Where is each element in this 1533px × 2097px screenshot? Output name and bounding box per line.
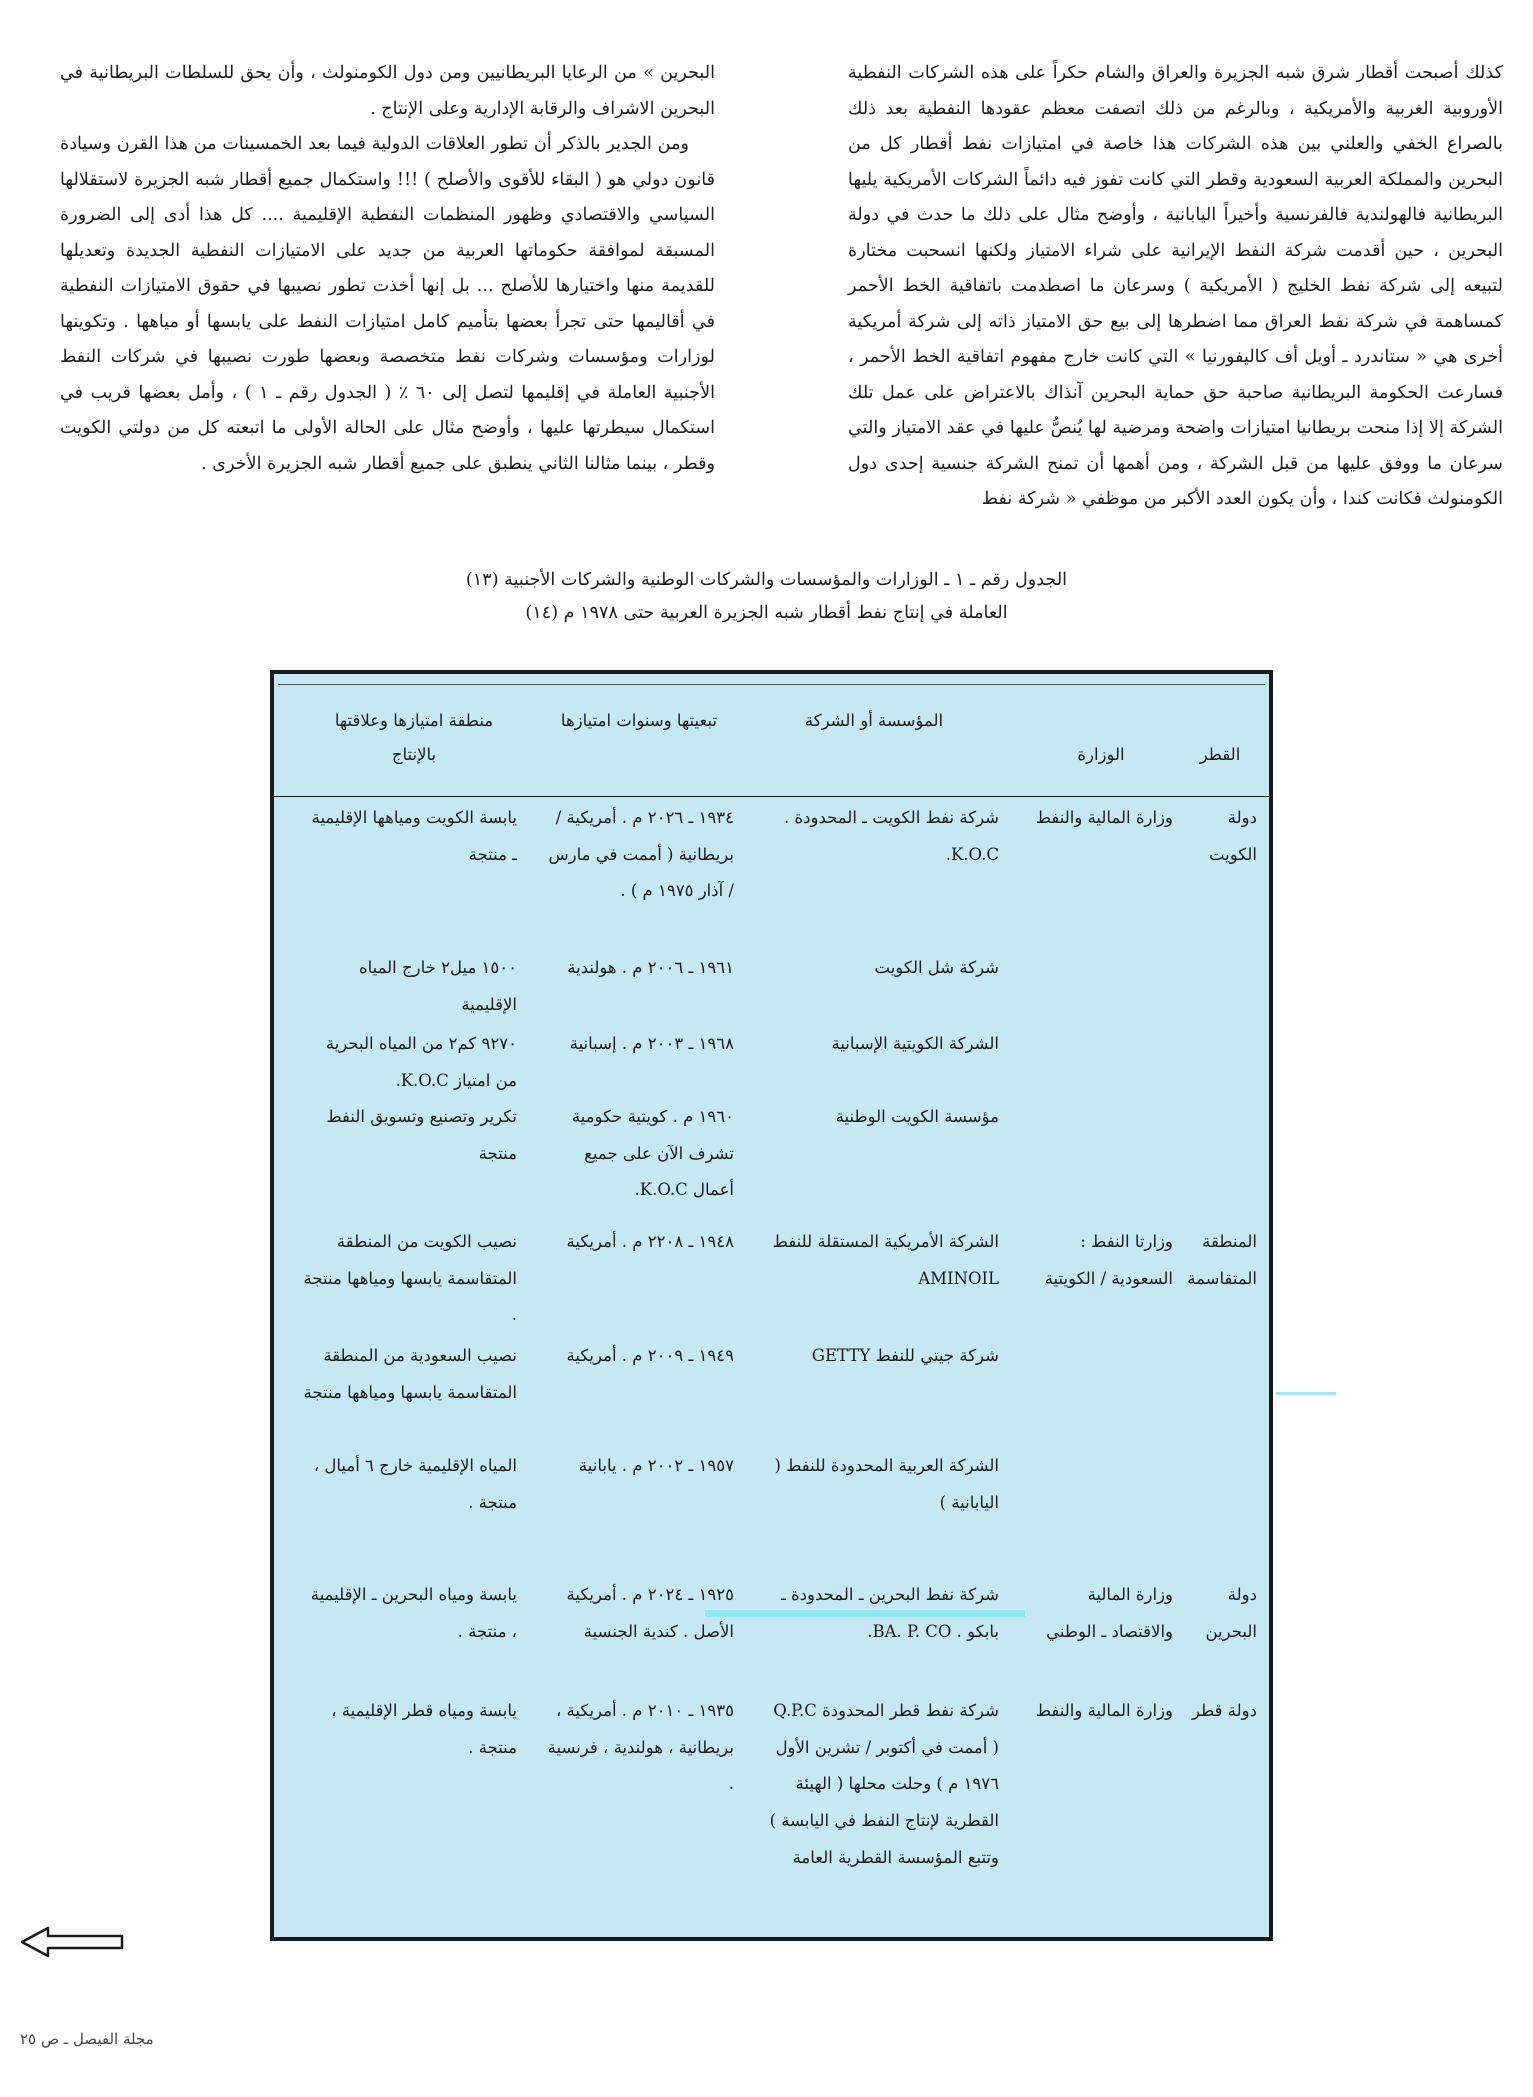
cell-affiliation: ١٩٣٤ ـ ٢٠٢٦ م . أمريكية / بريطانية ( أممت في مارس / آذار ١٩٧٥ م ) . — [548, 808, 734, 901]
cell-zone: يابسة ومياه قطر الإقليمية ، منتجة . — [331, 1701, 517, 1757]
cell-affiliation: ١٩٦٨ ـ ٢٠٠٣ م . إسبانية — [569, 1034, 734, 1053]
cell-ministry: وزارة المالية والنفط — [1035, 808, 1173, 827]
cell-affiliation: ١٩٦٠ م . كويتية حكومية تشرف الآن على جميع أعمال K.O.C. — [571, 1107, 734, 1200]
cell-zone: المياه الإقليمية خارج ٦ أميال ، منتجة . — [313, 1456, 517, 1512]
cell-company: الشركة الأمريكية المستقلة للنفط AMINOIL — [772, 1232, 999, 1288]
cell-company: شركة نفط الكويت ـ المحدودة . K.O.C. — [784, 808, 999, 864]
header-zone: منطقة امتيازها وعلاقتها بالإنتاج — [334, 711, 494, 764]
cell-company: شركة نفط قطر المحدودة Q.P.C ( أممت في أكتوبر / تشرين الأول ١٩٧٦ م ) وحلت محلها ( الهيئة القطرية لإنتاج النفط في اليابسة ) وتتبع المؤسسة القطرية العامة — [769, 1701, 999, 1867]
cell-ministry: وزارة المالية والاقتصاد ـ الوطني — [1046, 1585, 1173, 1641]
cell-country: المنطقة المتقاسمة — [1187, 1232, 1257, 1288]
cell-company: شركة جيتي للنفط GETTY — [811, 1346, 999, 1365]
cell-country: دولة البحرين — [1205, 1585, 1257, 1641]
cell-zone: نصيب السعودية من المنطقة المتقاسمة يابسها ومياهها منتجة — [303, 1346, 517, 1402]
page-footer: مجلة الفيصل ـ ص ٢٥ — [20, 2030, 154, 2048]
cell-country: دولة قطر — [1192, 1701, 1257, 1720]
cell-zone: ١٥٠٠ ميل٢ خارج المياه الإقليمية — [358, 958, 517, 1014]
paragraph: ومن الجدير بالذكر أن تطور العلاقات الدولية فيما بعد الخمسينات من هذا القرن وسيادة قانون دولي هو ( البقاء للأقوى والأصلح ) !!! واستكمال جميع أقطار شبه الجزيرة لاستقلالها السياسي والاقتصادي وظهور المنظمات النفطية الإقليمية .... كل هذا أدى إلى الضرورة المسبقة لموافقة حكوماتها العربية من جديد على الامتيازات النفطية الجديدة وتعديلها للقديمة منها واختيارها للأصلح ... بل إنها أخذت تطور نصيبها في حقوق الامتيازات النفطية في أقاليمها حتى تجرأ بعضها بتأميم كامل امتيازات النفط على يابسها أو مياهها . وتكوينها لوزارات ومؤسسات وشركات نفط متخصصة وبعضها طورت نصيبها في شركات النفط الأجنبية العاملة في إقليمها لتصل إلى ٦٠ ٪ ( الجدول رقم ـ ١ ) ، وأمل بعضها قريب في استكمال سيطرتها عليها ، وأوضح مثال على الحالة الأولى ما اتبعته كل من دولتي الكويت وقطر ، بينما مثالنا الثاني ينطبق على جميع أقطار شبه الجزيرة الأخرى . — [60, 134, 715, 474]
highlight-mark — [705, 1610, 1025, 1617]
table-caption-line: الجدول رقم ـ ١ ـ الوزارات والمؤسسات والشركات الوطنية والشركات الأجنبية (١٣) — [465, 570, 1068, 590]
paragraph: كذلك أصبحت أقطار شرق شبه الجزيرة والعراق والشام حكراً على هذه الشركات النفطية الأوروبية الغربية والأمريكية ، وبالرغم من ذلك اتصفت معظم عقودها النفطية بعد ذلك بالصراع الخفي والعلني بين هذه الشركات هذا خاصة في امتيازات نفط أقطار كل من البحرين والمملكة العربية السعودية وقطر التي كانت تفوز فيه دائماً الشركات الأمريكية يليها البريطانية فالهولندية فالفرنسية وأخيراً اليابانية ، وأوضح مثال على ذلك ما حدث في دولة البحرين ، حين أقدمت شركة النفط الإيرانية على شراء الامتياز ولكنها انسحبت مختارة لتبيعه إلى شركة نفط الخليج ( الأمريكية ) وسرعان ما اصطدمت باتفاقية الخط الأحمر كمساهمة في شركة نفط العراق مما اضطرها إلى بيع حق الامتياز ذاته إلى شركة أمريكية أخرى هي « ستاندرد ـ أويل أف كاليفورنيا » التي كانت خارج مفهوم اتفاقية الخط الأحمر ، فسارعت الحكومة البريطانية صاحبة حق حماية البحرين آنذاك بالاعتراض على عمل تلك الشركة إلا إذا منحت بريطانيا امتيازات واضحة ومرضية لها يُنصُّ عليها في عقد الامتياز والتي سرعان ما ووفق عليها من قبل الشركة ، ومن أهمها أن تمنح الشركة جنسية إحدى دول الكومنولث فكانت كندا ، وأن يكون العدد الأكبر من موظفي « شركة نفط — [848, 63, 1503, 509]
cell-affiliation: ١٩٣٥ ـ ٢٠١٠ م . أمريكية ، بريطانية ، هولندية ، فرنسية . — [547, 1701, 734, 1794]
cell-zone: يابسة الكويت ومياهها الإقليمية ـ منتجة — [311, 808, 517, 864]
cell-zone: يابسة ومياه البحرين ـ الإقليمية ، منتجة . — [310, 1585, 517, 1641]
cell-company: مؤسسة الكويت الوطنية — [835, 1107, 999, 1126]
header-affiliation: تبعيتها وسنوات امتيازها — [560, 711, 718, 730]
cell-ministry: وزارتا النفط : السعودية / الكويتية — [1044, 1232, 1173, 1288]
paragraph: البحرين » من الرعايا البريطانيين ومن دول الكومنولث ، وأن يحق للسلطات البريطانية في البحرين الاشراف والرقابة الإدارية وعلى الإنتاج . — [60, 63, 715, 119]
table-body — [274, 800, 1269, 1937]
cell-zone: تكرير وتصنيع وتسويق النفط منتجة — [326, 1107, 517, 1163]
header-ministry: الوزارة — [1077, 745, 1125, 764]
article-column-left — [60, 56, 715, 482]
cell-company: شركة نفط البحرين ـ المحدودة ـ بابكو . BA. P. CO. — [780, 1585, 999, 1641]
cell-zone: ٩٢٧٠ كم٢ من المياه البحرية من امتياز K.O.C. — [325, 1034, 517, 1090]
cell-company: شركة شل الكويت — [874, 958, 999, 977]
cell-affiliation: ١٩٤٨ ـ ٢٢٠٨ م . أمريكية — [566, 1232, 734, 1251]
cell-country: دولة الكويت — [1208, 808, 1257, 864]
cell-ministry: وزارة المالية والنفط — [1035, 1701, 1173, 1720]
oil-companies-table — [270, 670, 1273, 1941]
cell-affiliation: ١٩٤٩ ـ ٢٠٠٩ م . أمريكية — [566, 1346, 734, 1365]
cell-affiliation: ١٩٥٧ ـ ٢٠٠٢ م . يابانية — [578, 1456, 734, 1475]
table-caption — [200, 564, 1333, 630]
table-caption-line: العاملة في إنتاج نفط أقطار شبه الجزيرة العربية حتى ١٩٧٨ م (١٤) — [525, 603, 1008, 623]
header-company: المؤسسة أو الشركة — [804, 711, 944, 730]
cell-affiliation: ١٩٢٥ ـ ٢٠٢٤ م . أمريكية الأصل . كندية الجنسية — [566, 1585, 734, 1641]
article-column-right — [848, 56, 1503, 518]
cell-affiliation: ١٩٦١ ـ ٢٠٠٦ م . هولندية — [567, 958, 734, 977]
header-country: القطر — [1199, 745, 1241, 764]
cell-company: الشركة العربية المحدودة للنفط ( اليابانية ) — [774, 1456, 999, 1512]
cell-zone: نصيب الكويت من المنطقة المتقاسمة يابسها ومياهها منتجة . — [303, 1232, 517, 1325]
arrow-left-icon[interactable] — [18, 1922, 128, 1962]
highlight-mark — [1276, 1392, 1336, 1395]
cell-company: الشركة الكويتية الإسبانية — [831, 1034, 999, 1053]
table-header — [274, 674, 1269, 797]
